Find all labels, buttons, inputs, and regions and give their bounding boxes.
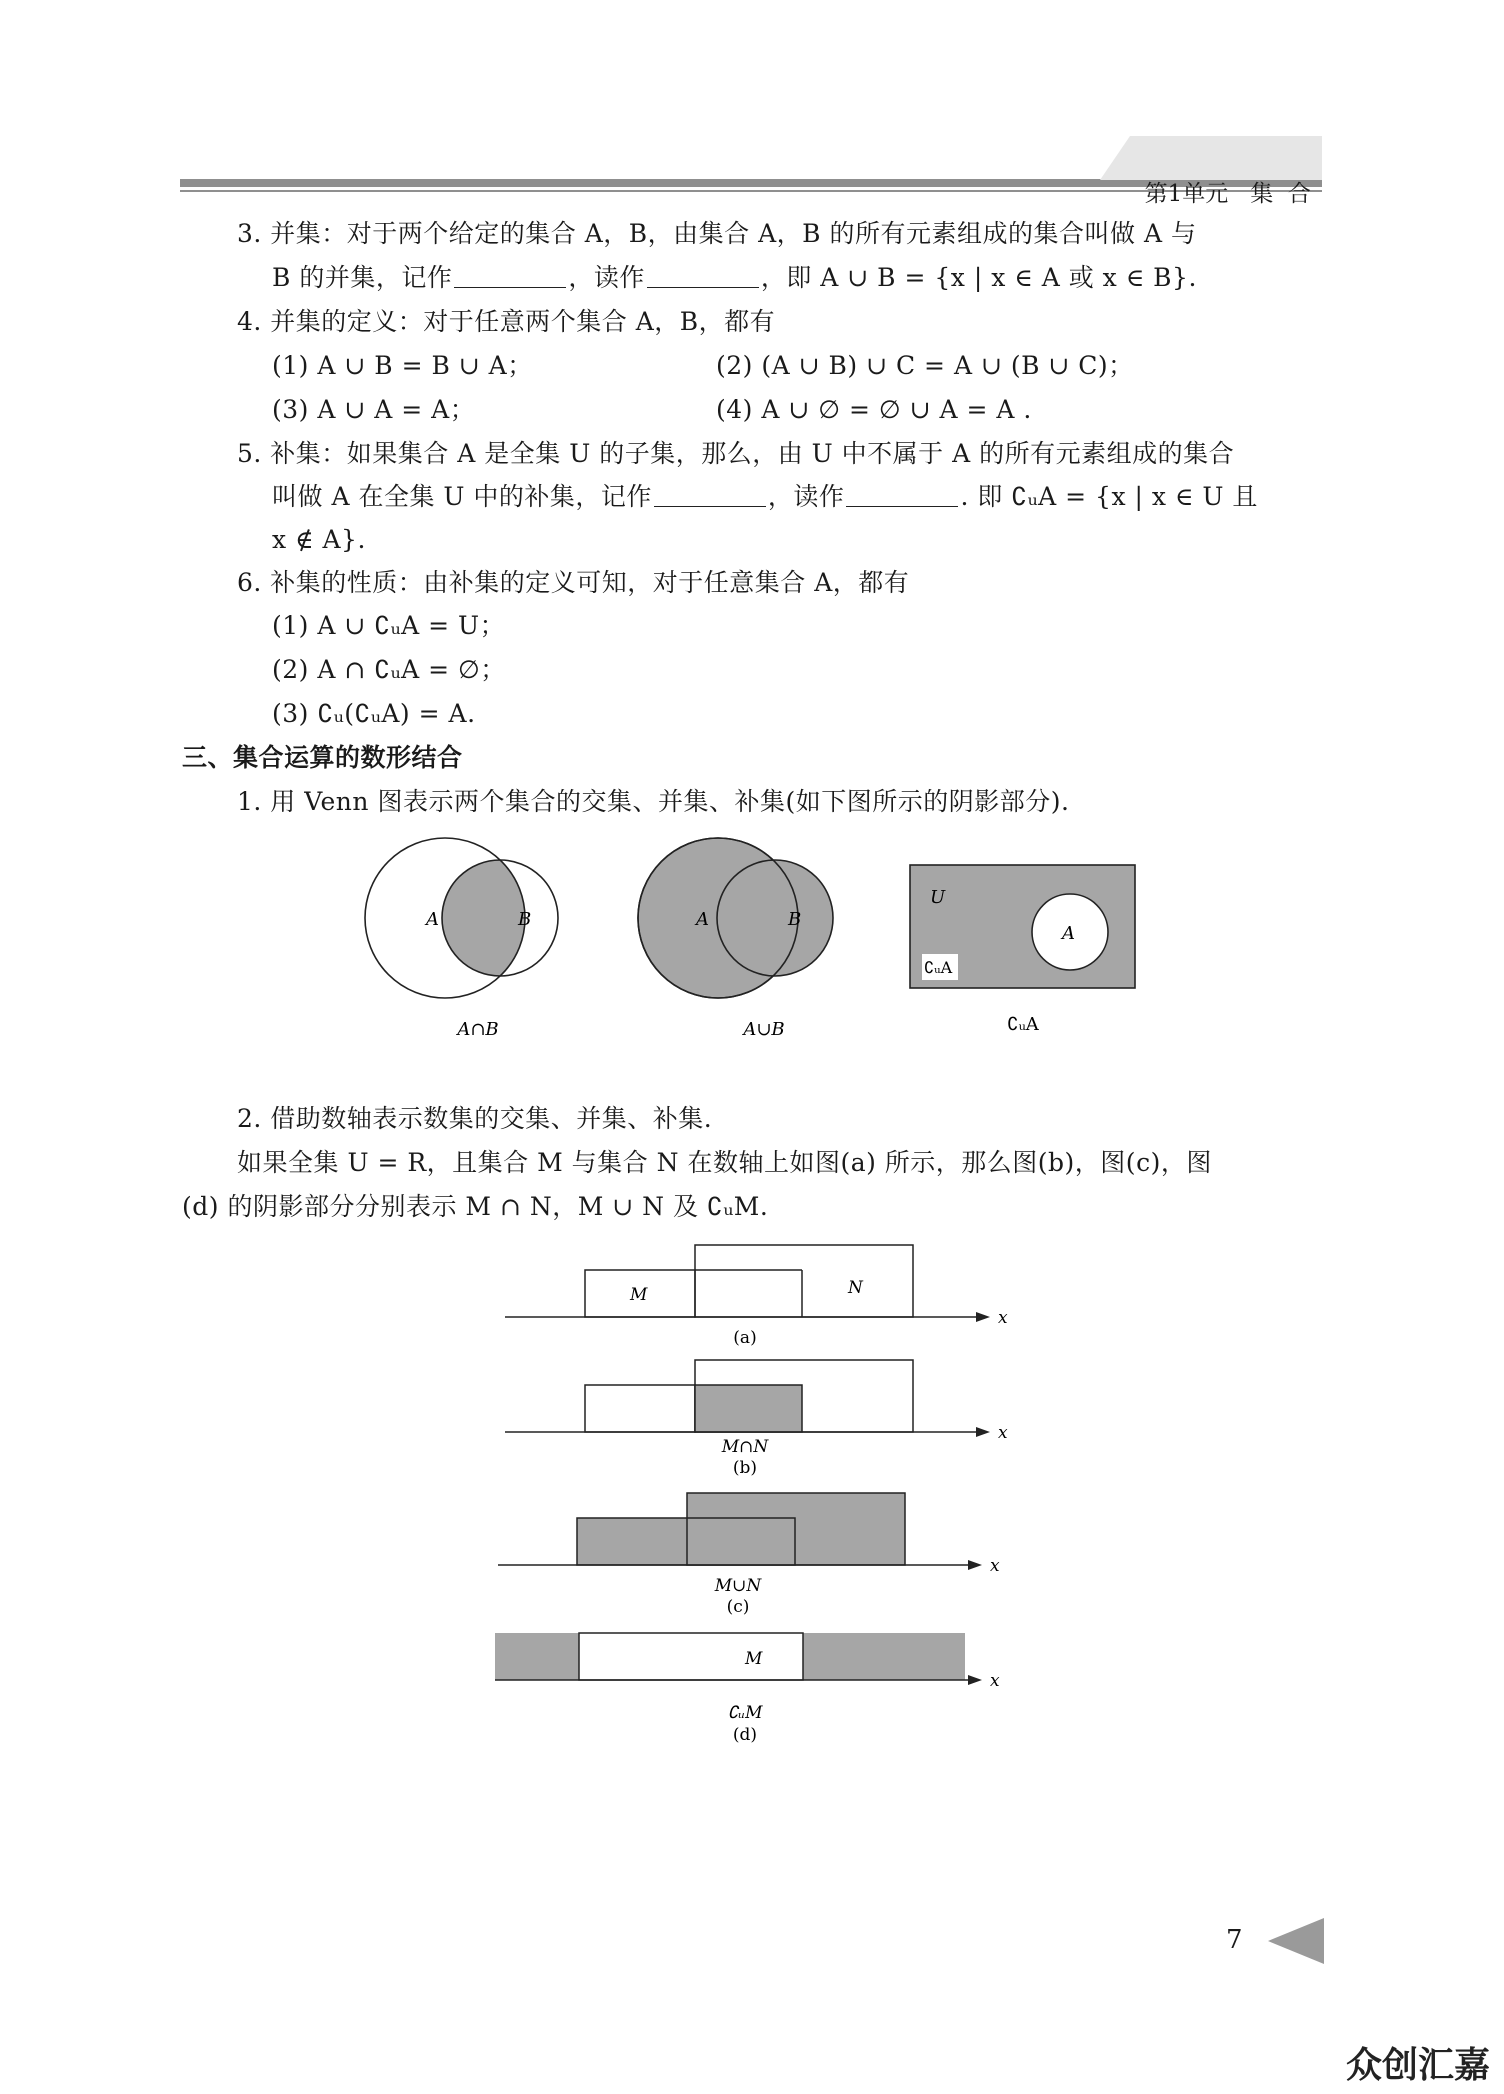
- label-a: A: [426, 909, 439, 930]
- caption-c-sub: M∪N: [714, 1576, 762, 1596]
- section3-title: 三、集合运算的数形结合: [182, 743, 463, 772]
- item3-mid: ，读作: [568, 263, 645, 292]
- caption-complement: ∁ᵤA: [1007, 1014, 1039, 1035]
- label-b: B: [518, 909, 532, 930]
- answer-blank: [654, 480, 766, 507]
- item4-title: 4. 并集的定义：对于任意两个集合 A，B，都有: [237, 307, 776, 336]
- venn-intersection: [365, 838, 558, 998]
- item6-title: 6. 补集的性质：由补集的定义可知，对于任意集合 A，都有: [237, 568, 910, 597]
- caption-b-sub: M∩N: [721, 1437, 769, 1457]
- label-b: B: [788, 909, 802, 930]
- set-n-box: [695, 1245, 913, 1317]
- item3-post: ，即 A ∪ B = {x | x ∈ A 或 x ∈ B}.: [760, 263, 1197, 292]
- label-m: M: [630, 1285, 648, 1305]
- prop6-1: (1) A ∪ ∁ᵤA = U；: [272, 611, 506, 640]
- numline-text2: (d) 的阴影部分分别表示 M ∩ N，M ∪ N 及 ∁ᵤM.: [182, 1192, 769, 1221]
- page-number: 7: [1226, 1925, 1243, 1955]
- prop6-3: (3) ∁ᵤ(∁ᵤA) = A.: [272, 699, 476, 728]
- venn-diagrams: [350, 830, 1150, 1050]
- item5-mid: ，读作: [767, 482, 845, 511]
- caption-b: (b): [732, 1458, 758, 1478]
- prop6-2: (2) A ∩ ∁ᵤA = ∅；: [272, 655, 506, 684]
- item5-pre: 叫做 A 在全集 U 中的补集，记作: [272, 482, 652, 511]
- label-u: U: [930, 887, 946, 908]
- answer-blank: [647, 261, 759, 288]
- venn-complement: [910, 865, 1135, 988]
- unit-label: 第1单元: [1144, 181, 1229, 207]
- caption-union: A∪B: [743, 1019, 785, 1040]
- item3-pre: B 的并集，记作: [272, 263, 453, 292]
- circle-b: [717, 860, 833, 976]
- item5-post: . 即 ∁ᵤA = {x | x ∈ U 且: [960, 482, 1258, 511]
- prop4-4: (4) A ∪ ∅ = ∅ ∪ A = A .: [716, 395, 1032, 424]
- prop4-2: (2) (A ∪ B) ∪ C = A ∪ (B ∪ C)；: [716, 351, 1134, 380]
- item5-line1: 5. 补集：如果集合 A 是全集 U 的子集，那么，由 U 中不属于 A 的所有元素组成的集合: [237, 439, 1235, 468]
- label-cua: ∁ᵤA: [924, 958, 953, 977]
- item5-line2: [272, 477, 1258, 517]
- axis-label: x: [990, 1671, 1000, 1691]
- set-m-shade: [577, 1518, 795, 1565]
- label-n: N: [848, 1278, 863, 1298]
- caption-a: (a): [733, 1328, 757, 1348]
- set-m-box: [585, 1385, 695, 1432]
- caption-d-sub: ∁ᵤM: [727, 1703, 763, 1723]
- caption-intersection: A∩B: [457, 1019, 499, 1040]
- watermark: 众创汇嘉: [1346, 2045, 1491, 2086]
- answer-blank: [454, 261, 566, 288]
- numline-text1: 如果全集 U = R，且集合 M 与集合 N 在数轴上如图(a) 所示，那么图(b)，图(c)，图: [237, 1148, 1212, 1177]
- axis-label: x: [998, 1308, 1008, 1328]
- number-line-figures: [480, 1235, 1040, 1755]
- figure-d: [495, 1633, 1000, 1745]
- numline-intro: 2. 借助数轴表示数集的交集、并集、补集.: [237, 1104, 713, 1133]
- axis-label: x: [990, 1556, 1000, 1576]
- label-m: M: [745, 1649, 763, 1669]
- header-title: [1130, 140, 1311, 212]
- item3-line2: [272, 258, 1197, 298]
- prop4-1: (1) A ∪ B = B ∪ A；: [272, 351, 533, 380]
- figure-c: [498, 1493, 1000, 1617]
- intersection-shade: [695, 1385, 802, 1432]
- set-m-box: [579, 1633, 803, 1680]
- figure-b: [505, 1360, 1008, 1478]
- label-a: A: [696, 909, 709, 930]
- caption-c: (c): [726, 1597, 750, 1617]
- venn-intro: 1. 用 Venn 图表示两个集合的交集、并集、补集(如下图所示的阴影部分).: [237, 787, 1070, 816]
- unit-title: 集 合: [1250, 181, 1311, 207]
- axis-label: x: [998, 1423, 1008, 1443]
- figure-a: [505, 1245, 1008, 1348]
- venn-union: [638, 838, 833, 998]
- prop4-3: (3) A ∪ A = A；: [272, 395, 476, 424]
- item3-line1: 3. 并集：对于两个给定的集合 A，B，由集合 A，B 的所有元素组成的集合叫做 A 与: [237, 219, 1197, 248]
- page-corner-arrow: [1268, 1918, 1324, 1964]
- label-a: A: [1062, 923, 1075, 944]
- item5-line3: x ∉ A}.: [272, 525, 366, 554]
- answer-blank: [846, 480, 958, 507]
- caption-d: (d): [732, 1725, 758, 1745]
